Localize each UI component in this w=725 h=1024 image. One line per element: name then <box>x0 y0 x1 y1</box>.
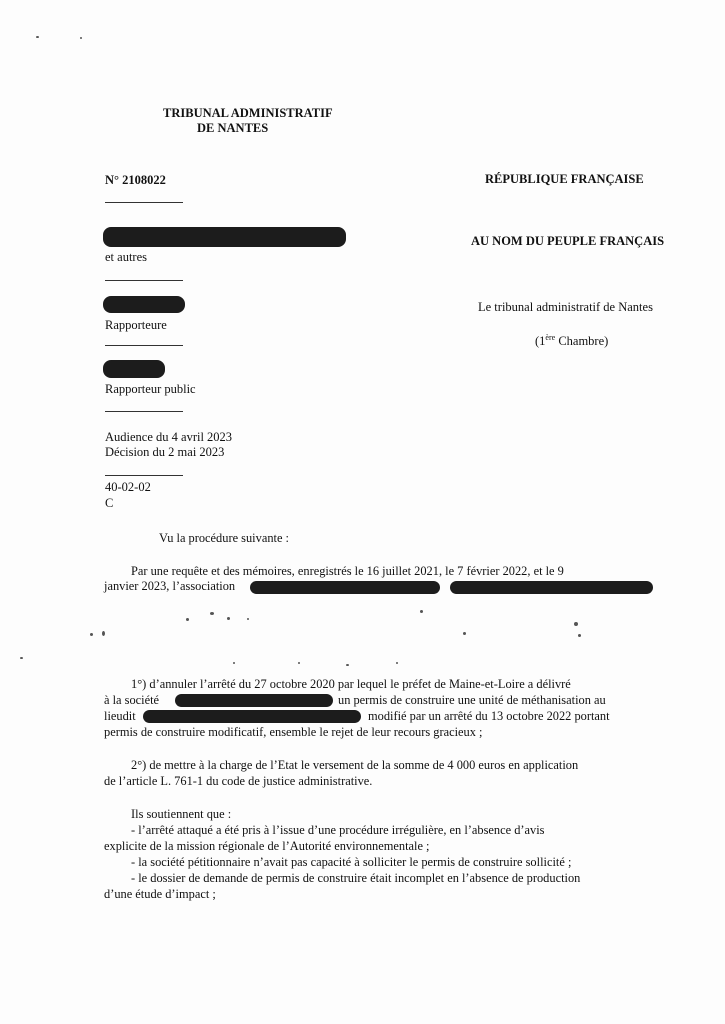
vu-heading: Vu la procédure suivante : <box>159 531 289 545</box>
audience-date: Audience du 4 avril 2023 <box>105 430 233 444</box>
scan-speck <box>298 662 300 664</box>
scan-speck <box>247 618 249 620</box>
paragraph-line: Par une requête et des mémoires, enregistrés le 16 juillet 2021, le 7 février 2022, et le 9 <box>131 564 564 578</box>
paragraph-line: un permis de construire une unité de méthanisation au <box>338 693 606 707</box>
redaction-bar <box>103 227 346 247</box>
tribunal-line: Le tribunal administratif de Nantes <box>478 300 653 314</box>
scan-speck <box>346 664 349 666</box>
scan-speck <box>36 36 39 38</box>
paragraph-line: - la société pétitionnaire n’avait pas capacité à solliciter le permis de construire sollicité ; <box>131 855 572 869</box>
paragraph-line: janvier 2023, l’association <box>104 579 236 593</box>
redaction-bar <box>250 581 440 594</box>
divider <box>105 411 183 412</box>
court-name-line2: DE NANTES <box>197 121 269 135</box>
scan-speck <box>396 662 398 664</box>
paragraph-line: - le dossier de demande de permis de construire était incomplet en l’absence de production <box>131 871 581 885</box>
paragraph-line: à la société <box>104 693 160 707</box>
scan-speck <box>102 631 105 636</box>
paragraph-line: 1°) d’annuler l’arrêté du 27 octobre 2020 par lequel le préfet de Maine-et-Loire a délivré <box>131 677 571 691</box>
rapporteur-public-label: Rapporteur public <box>105 382 196 396</box>
scan-speck <box>20 657 23 659</box>
scan-speck <box>420 610 423 613</box>
decision-date: Décision du 2 mai 2023 <box>105 445 225 459</box>
au-nom-heading: AU NOM DU PEUPLE FRANÇAIS <box>471 234 665 248</box>
paragraph-line: modifié par un arrêté du 13 octobre 2022 portant <box>368 709 610 723</box>
redaction-bar <box>103 360 165 378</box>
paragraph-line: Ils soutiennent que : <box>131 807 232 821</box>
scan-speck <box>186 618 189 621</box>
scan-speck <box>80 37 82 39</box>
redaction-bar <box>175 694 333 707</box>
chambre-line: (1ère Chambre) <box>535 333 609 349</box>
et-autres: et autres <box>105 250 147 264</box>
divider <box>105 345 183 346</box>
divider <box>105 202 183 203</box>
classification-letter: C <box>105 496 114 510</box>
divider <box>105 475 183 476</box>
redaction-bar <box>103 296 185 313</box>
paragraph-line: lieudit <box>104 709 136 723</box>
redaction-bar <box>143 710 361 723</box>
classification-code: 40-02-02 <box>105 480 151 494</box>
republic-heading: RÉPUBLIQUE FRANÇAISE <box>485 172 644 186</box>
paragraph-line: 2°) de mettre à la charge de l’Etat le versement de la somme de 4 000 euros en application <box>131 758 579 772</box>
paragraph-line: d’une étude d’impact ; <box>104 887 216 901</box>
rapporteure-label: Rapporteure <box>105 318 167 332</box>
paragraph-line: - l’arrêté attaqué a été pris à l’issue d’une procédure irrégulière, en l’absence d’avis <box>131 823 545 837</box>
paragraph-line: de l’article L. 761-1 du code de justice administrative. <box>104 774 373 788</box>
scan-speck <box>90 633 93 636</box>
scan-speck <box>578 634 581 637</box>
paragraph-line: explicite de la mission régionale de l’Autorité environnementale ; <box>104 839 430 853</box>
court-name-line1: TRIBUNAL ADMINISTRATIF <box>163 106 333 120</box>
case-number: N° 2108022 <box>105 173 166 187</box>
scan-speck <box>233 662 235 664</box>
divider <box>105 280 183 281</box>
scan-speck <box>210 612 214 615</box>
redaction-bar <box>450 581 653 594</box>
paragraph-line: permis de construire modificatif, ensemble le rejet de leur recours gracieux ; <box>104 725 483 739</box>
scan-speck <box>227 617 230 620</box>
scan-speck <box>574 622 578 626</box>
scan-speck <box>463 632 466 635</box>
